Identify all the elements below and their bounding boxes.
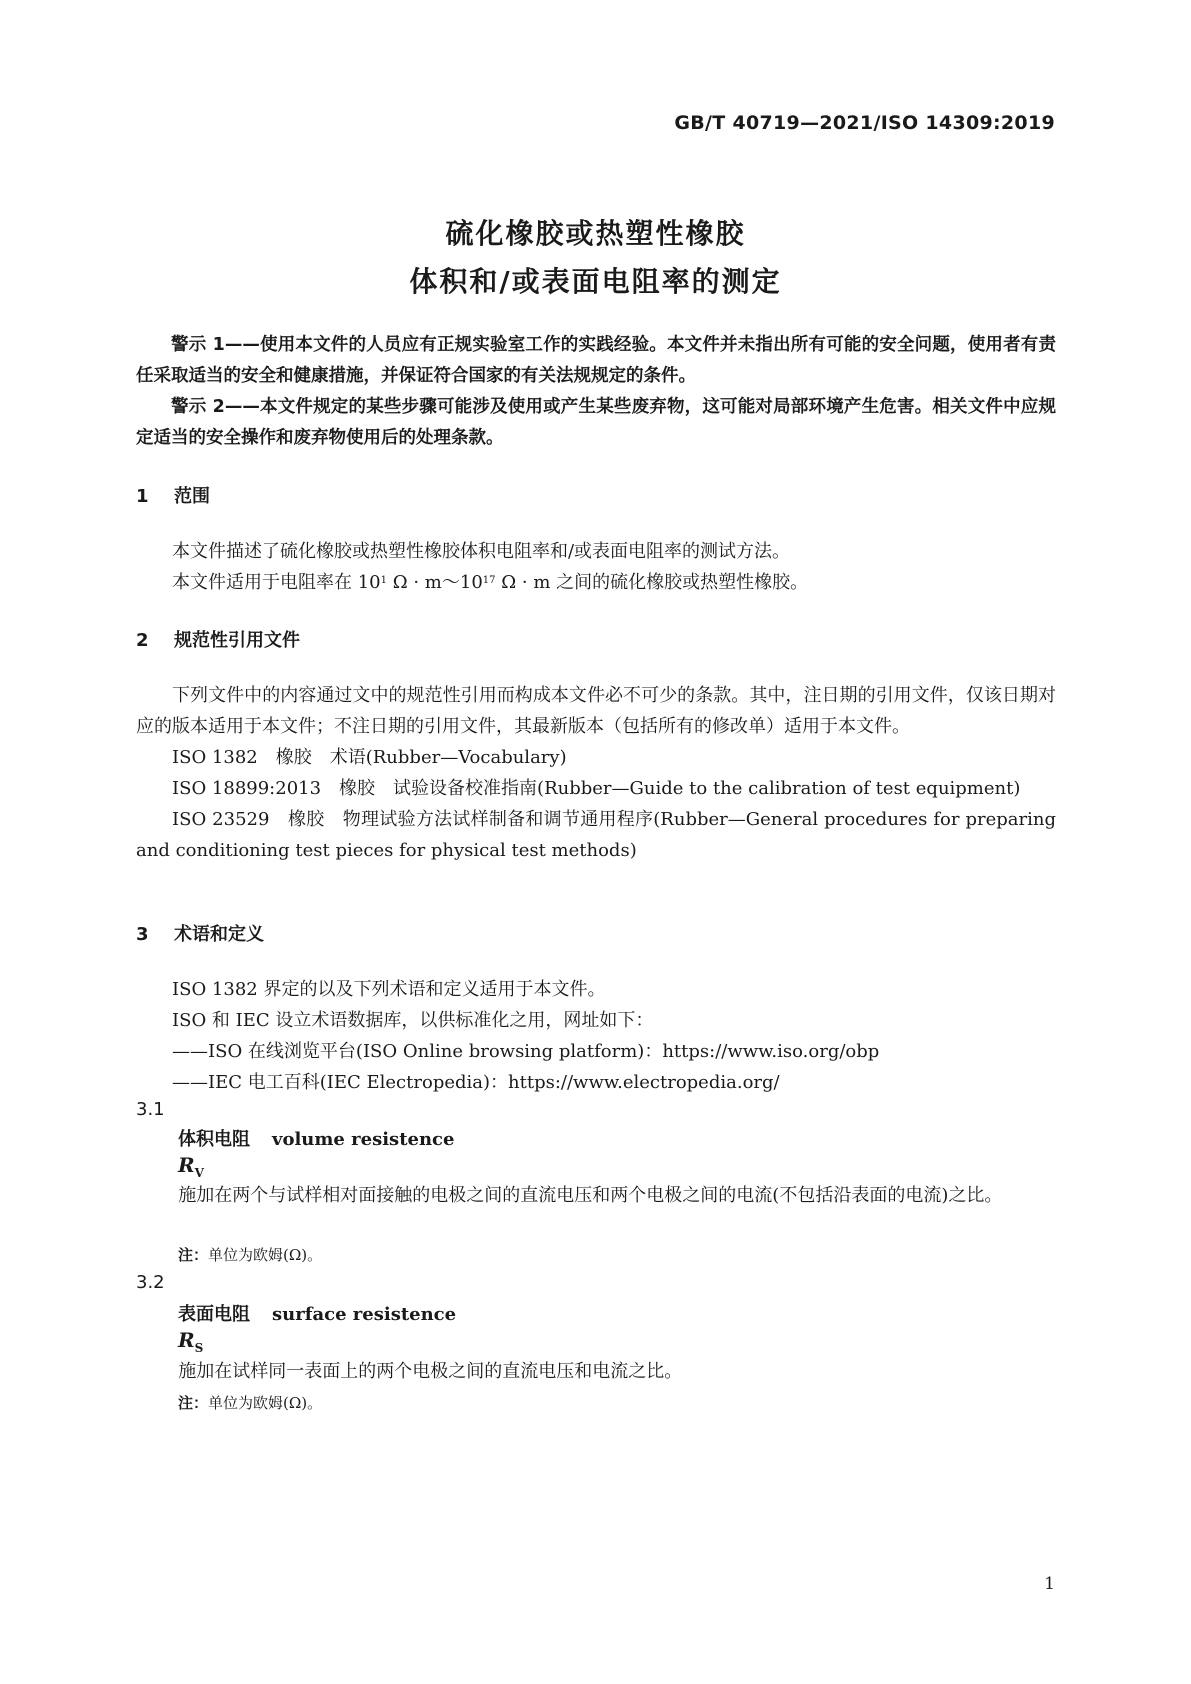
document-title-line-2: 体积和/或表面电阻率的测定 — [409, 265, 782, 298]
scope-paragraph-1: 本文件描述了硫化橡胶或热塑性橡胶体积电阻率和/或表面电阻率的测试方法。 — [172, 541, 791, 562]
section-title: 术语和定义 — [174, 924, 264, 945]
term-english: surface resistence — [272, 1304, 457, 1325]
scope-paragraph-2: 本文件适用于电阻率在 $10^1$ $\Omega \cdot m\sim 10^{17}$ Ω · m 之间的硫化橡胶或热塑性橡胶。 — [172, 572, 809, 593]
section-3-heading — [136, 920, 264, 946]
section-1-heading — [136, 482, 210, 508]
references-intro: 下列文件中的内容通过文中的规范性引用而构成本文件必不可少的条款。其中，注日期的引用文件，仅该日期对应的版本适用于本文件；不注日期的引用文件，其最新版本（包括所有的修改单）适用于本文件。 — [136, 685, 1056, 737]
warning-2: 警示 2——本文件规定的某些步骤可能涉及使用或产生某些废弃物，这可能对局部环境产生危害。相关文件中应规定适当的安全操作和废弃物使用后的处理条款。 — [136, 397, 1056, 448]
term-symbol: $R_V$ — [178, 1153, 204, 1180]
reference-item: ISO 18899:2013 橡胶 试验设备校准指南(Rubber—Guide to the calibration of test equipment) — [172, 778, 1021, 799]
term-definition: 施加在试样同一表面上的两个电极之间的直流电压和电流之比。 — [178, 1361, 683, 1382]
term-definition: 施加在两个与试样相对面接触的电极之间的直流电压和两个电极之间的电流(不包括沿表面的电流)之比。 — [178, 1185, 1003, 1206]
section-title: 规范性引用文件 — [174, 630, 300, 651]
section-number: 1 — [136, 486, 149, 507]
term-chinese: 表面电阻 — [178, 1304, 250, 1325]
iso-obp-link[interactable]: ——ISO 在线浏览平台(ISO Online browsing platform)：https://www.iso.org/obp — [172, 1041, 880, 1062]
term-number: 3.2 — [136, 1272, 165, 1293]
term-heading — [178, 1300, 456, 1326]
section-3-body — [136, 974, 1056, 1098]
term-note: 注：单位为欧姆(Ω)。 — [178, 1246, 323, 1264]
warning-1: 警示 1——使用本文件的人员应有正规实验室工作的实践经验。本文件并未指出所有可能的安全问题，使用者有责任采取适当的安全和健康措施，并保证符合国家的有关法规规定的条件。 — [136, 335, 1056, 386]
section-title: 范围 — [174, 486, 210, 507]
document-title-line-1: 硫化橡胶或热塑性橡胶 — [445, 217, 746, 250]
reference-item: ISO 1382 橡胶 术语(Rubber—Vocabulary) — [172, 747, 567, 768]
section-number: 2 — [136, 630, 149, 651]
warnings-block — [136, 330, 1056, 454]
terms-database-line: ISO 和 IEC 设立术语数据库，以供标准化之用，网址如下： — [172, 1010, 654, 1031]
section-2-body — [136, 680, 1056, 866]
term-english: volume resistence — [272, 1129, 455, 1150]
section-number: 3 — [136, 924, 149, 945]
section-1-body — [136, 536, 1056, 598]
standard-code: GB/T 40719—2021/ISO 14309:2019 — [674, 112, 1055, 134]
term-note: 注：单位为欧姆(Ω)。 — [178, 1394, 323, 1412]
term-number: 3.1 — [136, 1099, 165, 1120]
term-heading — [178, 1125, 454, 1151]
term-symbol: $R_S$ — [178, 1328, 204, 1355]
iec-electropedia-link[interactable]: ——IEC 电工百科(IEC Electropedia)：https://www.electropedia.org/ — [172, 1072, 780, 1093]
page-number: 1 — [1044, 1574, 1055, 1594]
reference-item: ISO 23529 橡胶 物理试验方法试样制备和调节通用程序(Rubber—General procedures for preparing and conditioning test pieces for physical test methods) — [136, 809, 1056, 861]
section-2-heading — [136, 626, 300, 652]
term-chinese: 体积电阻 — [178, 1129, 250, 1150]
terms-intro: ISO 1382 界定的以及下列术语和定义适用于本文件。 — [172, 979, 606, 1000]
